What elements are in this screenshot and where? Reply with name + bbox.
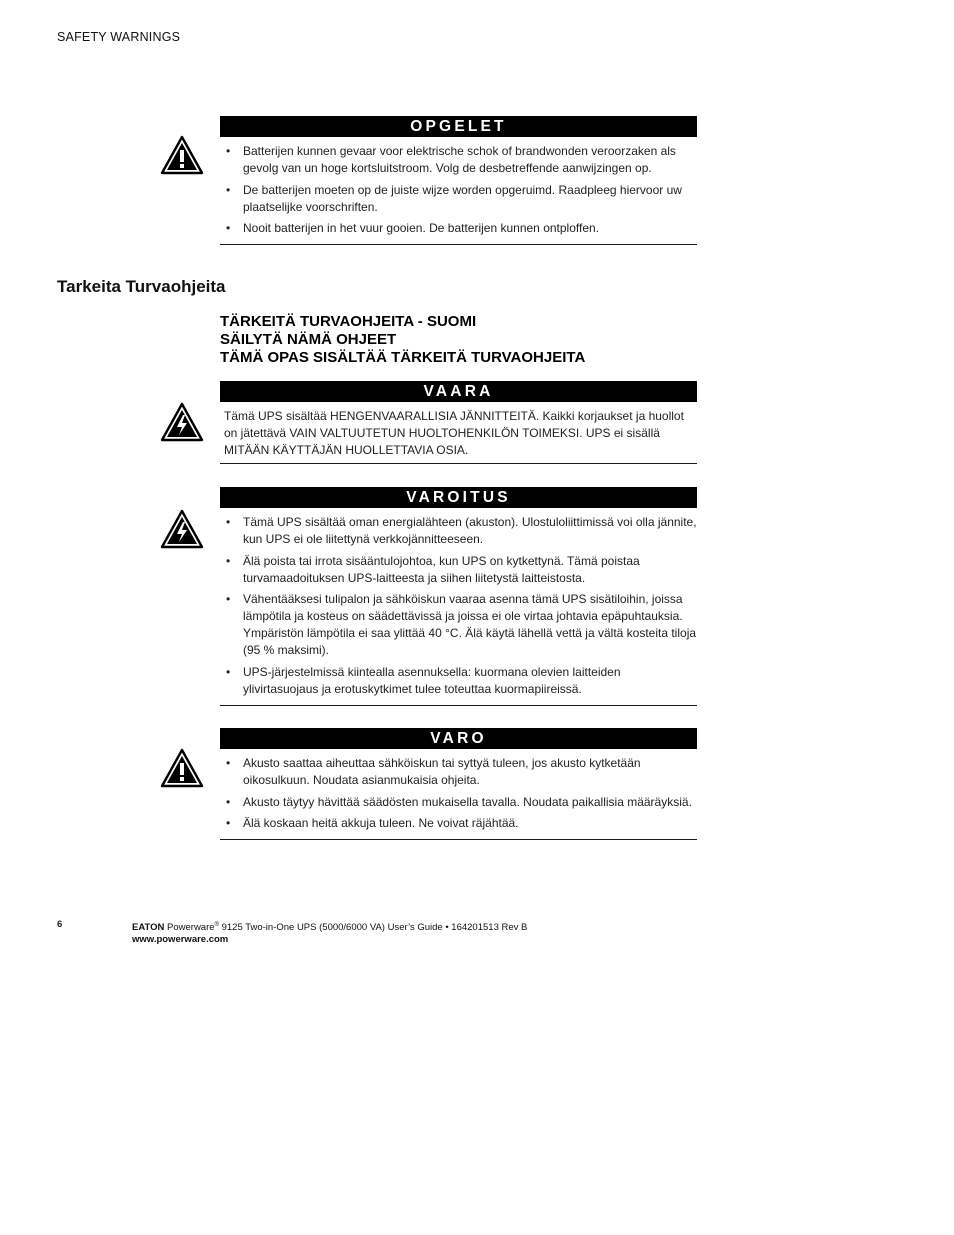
brand-name: EATON [132,922,165,934]
list-item: • Akusto saattaa aiheuttaa sähköiskun tai syttyä tuleen, jos akusto kytketään oikosulkuun. Noudata asianmukaisia ohjeita. [226,756,641,787]
important-line: TÄRKEITÄ TURVAOHJEITA - SUOMI [220,313,477,330]
important-line: TÄMÄ OPAS SISÄLTÄÄ TÄRKEITÄ TURVAOHJEITA [220,349,586,366]
website-url: www.powerware.com [132,934,229,946]
list-item: • Älä koskaan heitä akkuja tuleen. Ne voivat räjähtää. [226,816,519,830]
varoitus-title: VAROITUS [220,487,697,508]
list-item: • Älä poista tai irrota sisääntulojohtoa, kun UPS on kytkettynä. Tämä poistaa turvamaadoituksen UPS-laitteesta ja siihen liitetystä laitteistosta. [226,553,640,585]
list-item: • De batterijen moeten op de juiste wijze worden opgeruimd. Raadpleeg hiervoor uw plaatselijke voorschriften. [226,182,682,214]
section-title: Tarkeita Turvaohjeita [57,277,226,296]
opgelet-title: OPGELET [220,116,697,137]
high-voltage-warning-icon [160,509,204,549]
list-item: • UPS-järjestelmissä kiintealla asennuksella: kuormana olevien laitteiden ylivirtasuojaus ja erotuskytkimet tulee toteuttaa kuormapiireissä. [226,664,621,696]
list-item: • Batterijen kunnen gevaar voor elektrische schok of brandwonden veroorzaken als gevolg van un hoge kortsluitstroom. Volg de desbetreffende aanwijzingen op. [226,144,676,175]
registered-mark: ® [214,922,219,928]
guide-title: 9125 Two-in-One UPS (5000/6000 VA) User’s Guide • 164201513 Rev B [218,922,528,934]
page-footer [132,919,527,946]
exclamation-warning-icon [160,748,204,788]
vaara-title: VAARA [220,381,697,402]
exclamation-warning-icon [160,135,204,175]
page-number: 6 [57,919,63,930]
vaara-text: Tämä UPS sisältää HENGENVAARALLISIA JÄNNITTEITÄ. Kaikki korjaukset ja huollot on jätettävä VAIN VALTUUTETUN HUOLTOHENKILÖN TOIMEKSI. UPS ei sisällä MITÄÄN KÄYTTÄJÄN HUOLLETTAVIA OSIA. [224,409,684,457]
list-item: • Akusto täytyy hävittää säädösten mukaisella tavalla. Noudata paikallisia määräyksiä. [226,794,692,809]
varo-title: VARO [220,728,697,749]
running-header: SAFETY WARNINGS [57,30,181,44]
vaara-box [220,381,697,464]
product-name: Powerware [167,922,215,934]
varo-box [220,728,697,840]
list-item: • Vähentääksesi tulipalon ja sähköiskun vaaraa asenna tämä UPS sisätiloihin, joissa lämpötila ja kosteus on säädettävissä ja joissa ei ole virtaa johtavia epäpuhtauksia. Ympäristön lämpötila ei saa ylittää 40 °C. Älä käytä lähellä vettä ja vältä kosteita tiloja (95 % maksimi). [226,592,697,657]
varoitus-box [220,487,697,706]
high-voltage-warning-icon [160,402,204,442]
important-line: SÄILYTÄ NÄMÄ OHJEET [220,331,397,348]
list-item: • Nooit batterijen in het vuur gooien. De batterijen kunnen ontploffen. [226,221,600,235]
opgelet-box [220,116,697,245]
list-item: • Tämä UPS sisältää oman energialähteen (akuston). Ulostuloliittimissä voi olla jännite, kun UPS ei ole liitettynä verkkojännitteeseen. [226,515,697,546]
important-heading [220,313,585,367]
